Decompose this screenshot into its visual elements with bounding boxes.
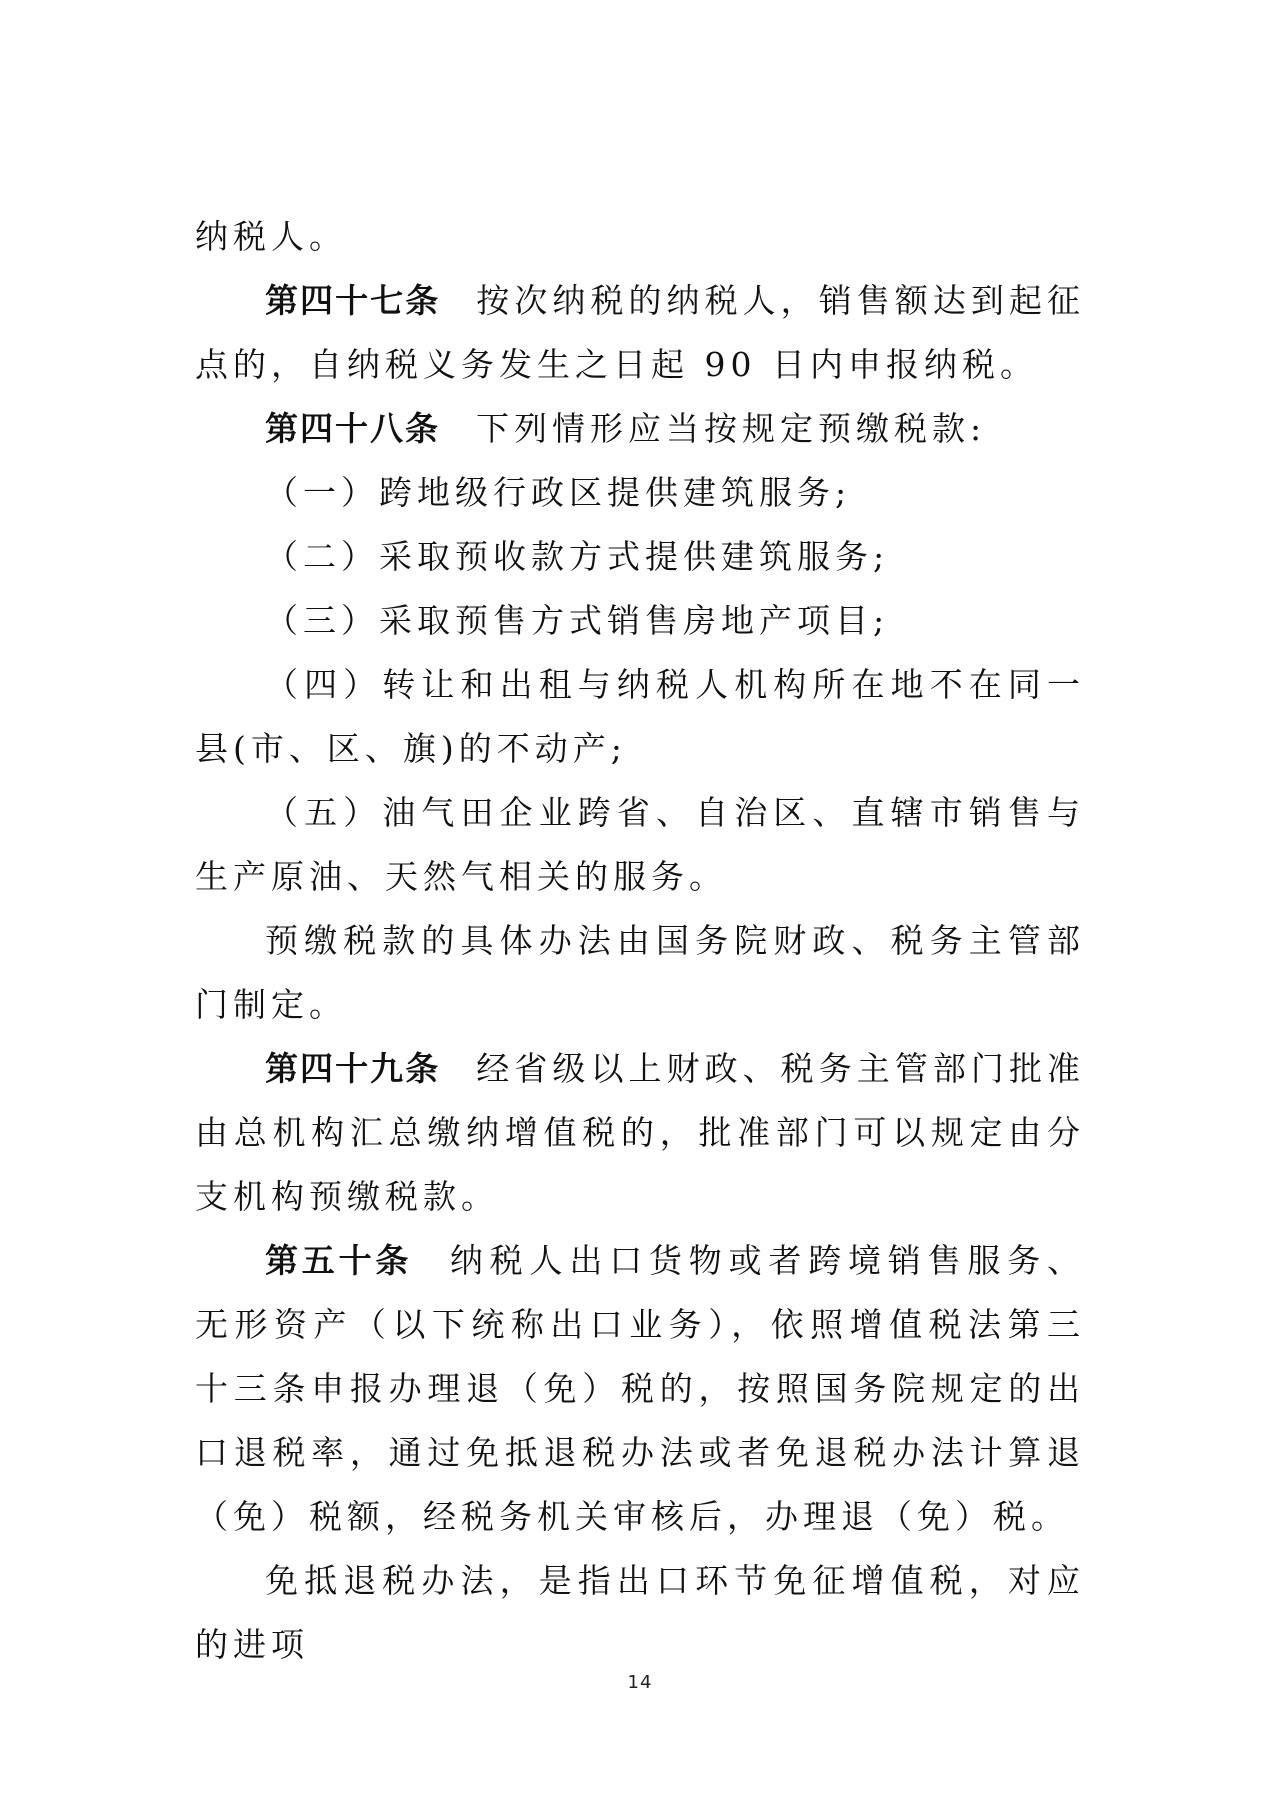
paragraph-text: 预缴税款的具体办法由国务院财政、税务主管部门制定。 (195, 921, 1085, 1024)
list-item-5 (195, 781, 1085, 909)
article-label: 第四十七条 (265, 281, 441, 320)
article-47 (195, 269, 1085, 397)
article-label: 第四十九条 (265, 1049, 441, 1088)
paragraph-text: 下列情形应当按规定预缴税款: (476, 409, 987, 448)
list-item-3 (195, 589, 1085, 653)
article-50 (195, 1229, 1085, 1549)
article-48 (195, 397, 1085, 461)
list-item-text: （四）转让和出租与纳税人机构所在地不在同一县(市、区、旗)的不动产; (195, 665, 1085, 768)
page-number: 14 (627, 1672, 653, 1693)
list-item-2 (195, 525, 1085, 589)
paragraph-text: 按次纳税的纳税人，销售额达到起征点的，自纳税义务发生之日起 90 日内申报纳税。 (195, 281, 1086, 384)
paragraph-text: 纳税人。 (195, 217, 347, 256)
document-body (195, 205, 1085, 1677)
list-item-text: （三）采取预售方式销售房地产项目; (265, 601, 890, 640)
article-label: 第五十条 (265, 1241, 413, 1280)
list-item-text: （五）油气田企业跨省、自治区、直辖市销售与生产原油、天然气相关的服务。 (195, 793, 1085, 896)
paragraph-text: 免抵退税办法，是指出口环节免征增值税，对应的进项 (195, 1561, 1085, 1664)
article-label: 第四十八条 (265, 409, 440, 448)
paragraph-continuation (195, 205, 1085, 269)
list-item-1 (195, 461, 1085, 525)
list-item-text: （一）跨地级行政区提供建筑服务; (265, 473, 852, 512)
paragraph (195, 1549, 1085, 1677)
list-item-text: （二）采取预收款方式提供建筑服务; (265, 537, 890, 576)
paragraph-text: 纳税人出口货物或者跨境销售服务、无形资产（以下统称出口业务），依照增值税法第三十三条申报办理退（免）税的，按照国务院规定的出口退税率，通过免抵退税办法或者免退税办法计算退（免）税额，经税务机关审核后，办理退（免）税。 (195, 1241, 1086, 1536)
list-item-4 (195, 653, 1085, 781)
paragraph (195, 909, 1085, 1037)
paragraph-text: 经省级以上财政、税务主管部门批准由总机构汇总缴纳增值税的，批准部门可以规定由分支机构预缴税款。 (195, 1049, 1086, 1216)
article-49 (195, 1037, 1085, 1229)
